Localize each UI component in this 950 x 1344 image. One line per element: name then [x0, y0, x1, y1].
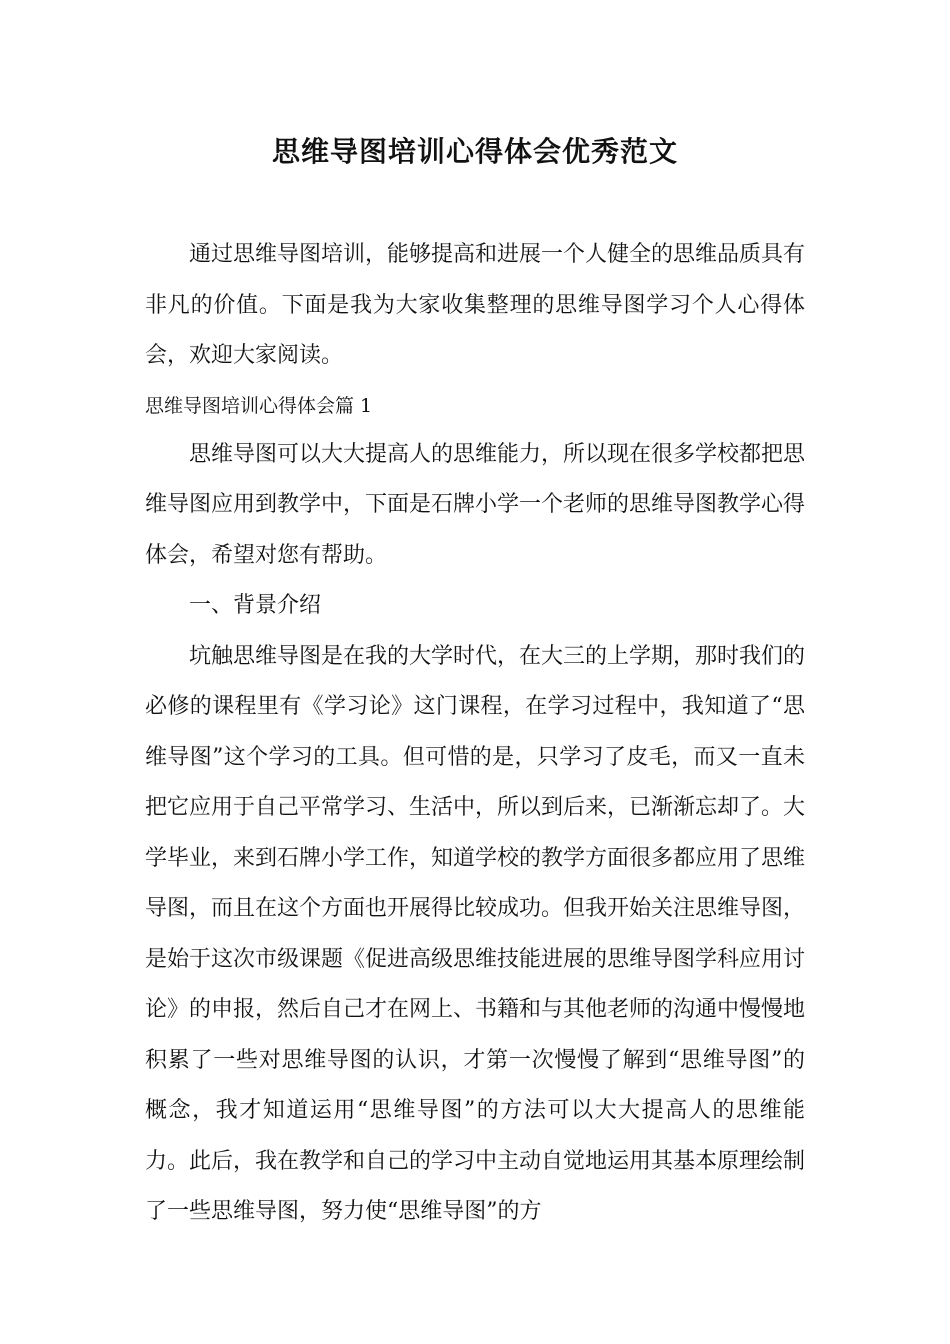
intro-paragraph: 通过思维导图培训，能够提高和进展一个人健全的思维品质具有非凡的价值。下面是我为大家收集整理的思维导图学习个人心得体会，欢迎大家阅读。 [145, 242, 806, 368]
subsection-heading: 一、背景介绍 [189, 593, 322, 618]
section-intro-paragraph: 思维导图可以大大提高人的思维能力，所以现在很多学校都把思维导图应用到教学中，下面是石牌小学一个老师的思维导图教学心得体会，希望对您有帮助。 [145, 441, 806, 568]
document-title: 思维导图培训心得体会优秀范文 [271, 135, 678, 168]
document-body [145, 230, 805, 1238]
background-paragraph: 坑触思维导图是在我的大学时代，在大三的上学期，那时我们的必修的课程里有《学习论》这门课程，在学习过程中，我知道了“思维导图”这个学习的工具。但可惜的是，只学习了皮毛，而又一直未把它应用于自己平常学习、生活中，所以到后来，已渐渐忘却了。大学毕业，来到石牌小学工作，知道学校的教学方面很多都应用了思维导图，而且在这个方面也开展得比较成功。但我开始关注思维导图，是始于这次市级课题《促进高级思维技能进展的思维导图学科应用讨论》的申报，然后自己才在网上、书籍和与其他老师的沟通中慢慢地积累了一些对思维导图的认识，才第一次慢慢了解到“思维导图”的概念，我才知道运用“思维导图”的方法可以大大提高人的思维能力。此后，我在教学和自己的学习中主动自觉地运用其基本原理绘制了一些思维导图，努力使“思维导图”的方 [145, 643, 806, 1224]
section-heading: 思维导图培训心得体会篇 1 [145, 394, 373, 417]
